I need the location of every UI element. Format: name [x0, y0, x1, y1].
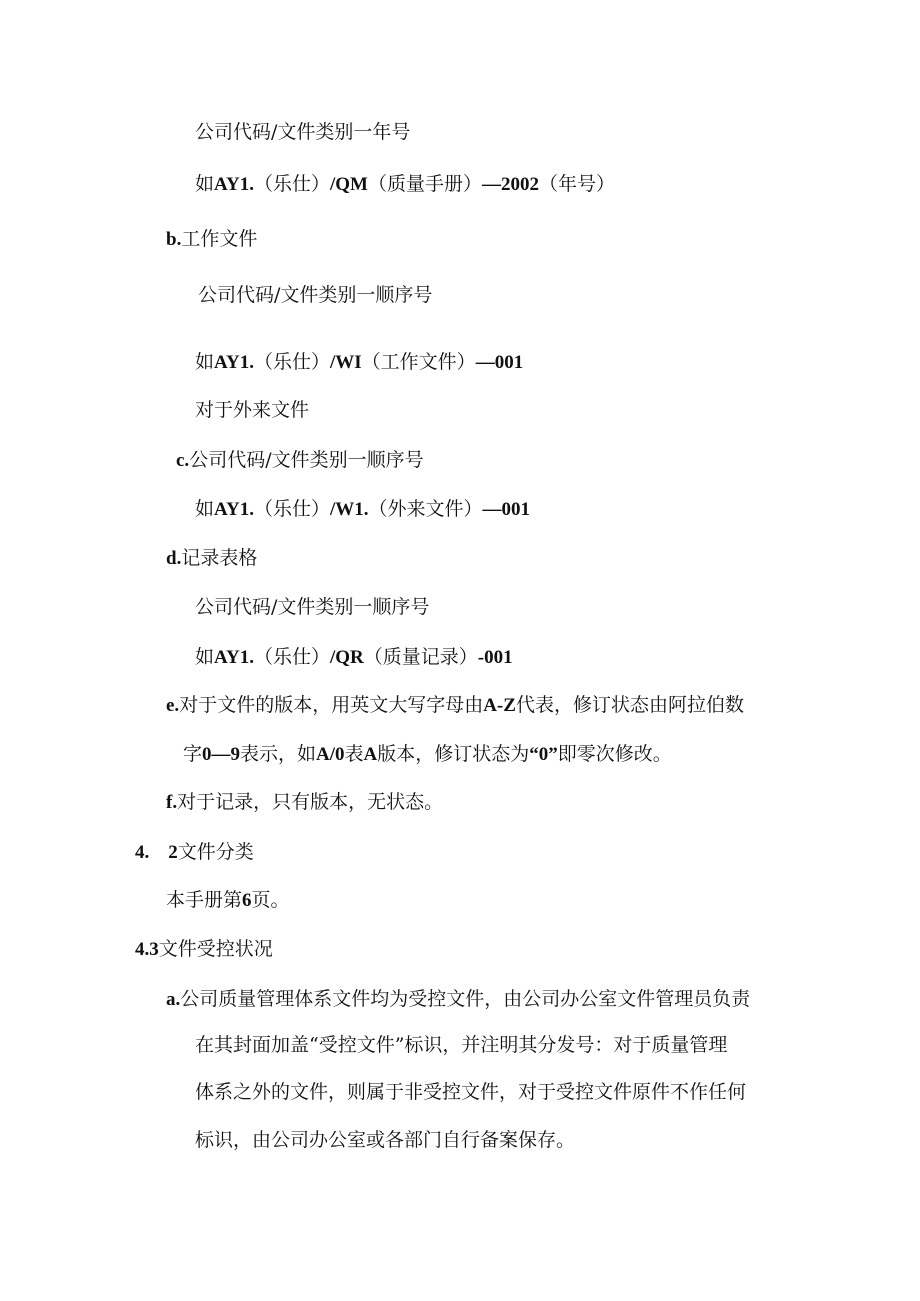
code: AY1. [214, 174, 254, 195]
code: —001 [475, 352, 524, 373]
text: 如 [195, 173, 215, 195]
item-a-line1 [166, 987, 750, 1012]
text: 文件受控状况 [158, 938, 273, 960]
text: 公司代码/文件类别一顺序号 [189, 449, 424, 471]
item-marker: a. [166, 989, 181, 1010]
text: 文件分类 [177, 841, 254, 863]
text: （外来文件） [368, 498, 483, 520]
code-format-seq: 公司代码/文件类别一顺序号 [198, 284, 433, 306]
text: 如 [195, 646, 215, 668]
code: /QR [329, 647, 364, 668]
code: —001 [482, 499, 531, 520]
text: 表 [344, 743, 364, 765]
code: -001 [477, 647, 513, 668]
text: （质量记录） [363, 646, 478, 668]
text: （乐仕） [253, 498, 330, 520]
text: 工作文件 [181, 228, 258, 250]
external-docs-heading: 对于外来文件 [195, 399, 310, 421]
text: 公司质量管理体系文件均为受控文件，由公司办公室文件管理员负责 [180, 988, 751, 1010]
text: （乐仕） [253, 173, 330, 195]
item-marker: f. [166, 792, 178, 813]
item-b-heading [166, 227, 257, 252]
example-qm [195, 172, 615, 197]
code: AY1. [214, 499, 254, 520]
text: （工作文件） [361, 351, 476, 373]
text: 记录表格 [181, 547, 258, 569]
text: 如 [195, 498, 215, 520]
text: （年号） [539, 173, 616, 195]
text: 本手册第 [166, 889, 243, 911]
item-a-line2: 在其封面加盖“受控文件”标识，并注明其分发号：对于质量管理 [195, 1034, 728, 1056]
text: 如 [195, 351, 215, 373]
example-qr [195, 645, 513, 670]
item-e-cont [183, 742, 672, 767]
item-a-line3: 体系之外的文件，则属于非受控文件，对于受控文件原件不作任何 [195, 1081, 747, 1103]
example-w1 [195, 497, 530, 522]
item-d-heading [166, 546, 257, 571]
item-c [176, 448, 424, 473]
item-f [166, 790, 443, 815]
item-marker: e. [166, 695, 180, 716]
item-marker: d. [166, 548, 182, 569]
text: 表示，如 [240, 743, 317, 765]
code: A/0 [316, 744, 345, 765]
code: /W1. [329, 499, 369, 520]
section-4-2-body [166, 888, 290, 913]
code: 0—9 [202, 744, 241, 765]
text: （乐仕） [253, 646, 330, 668]
text: 对于记录，只有版本，无状态。 [177, 791, 444, 813]
text: 字 [183, 743, 203, 765]
code-format-seq-2: 公司代码/文件类别一顺序号 [195, 596, 430, 618]
code: A [363, 744, 378, 765]
code: —2002 [482, 174, 539, 195]
code: A-Z [483, 695, 516, 716]
text: 对于文件的版本，用英文大写字母由 [179, 694, 484, 716]
text: （乐仕） [253, 351, 330, 373]
example-wi [195, 350, 523, 375]
text: 即零次修改。 [557, 743, 672, 765]
text: （质量手册） [367, 173, 482, 195]
code: “0” [529, 744, 558, 765]
section-number: 4.3 [135, 939, 159, 960]
section-4-2-heading [135, 840, 254, 865]
item-a-line4: 标识，由公司办公室或各部门自行备案保存。 [195, 1129, 576, 1151]
section-4-3-heading [135, 937, 273, 962]
code: AY1. [214, 647, 254, 668]
code: AY1. [214, 352, 254, 373]
code-format-year: 公司代码/文件类别一年号 [195, 121, 411, 143]
text: 页。 [251, 889, 290, 911]
page-number: 6 [242, 890, 252, 911]
section-number: 4. 2 [135, 842, 178, 863]
code: /WI [329, 352, 362, 373]
text: 版本，修订状态为 [377, 743, 530, 765]
item-marker: b. [166, 229, 182, 250]
text: 代表，修订状态由阿拉伯数 [515, 694, 744, 716]
item-marker: c. [176, 450, 190, 471]
item-e [166, 693, 744, 718]
code: /QM [329, 174, 368, 195]
